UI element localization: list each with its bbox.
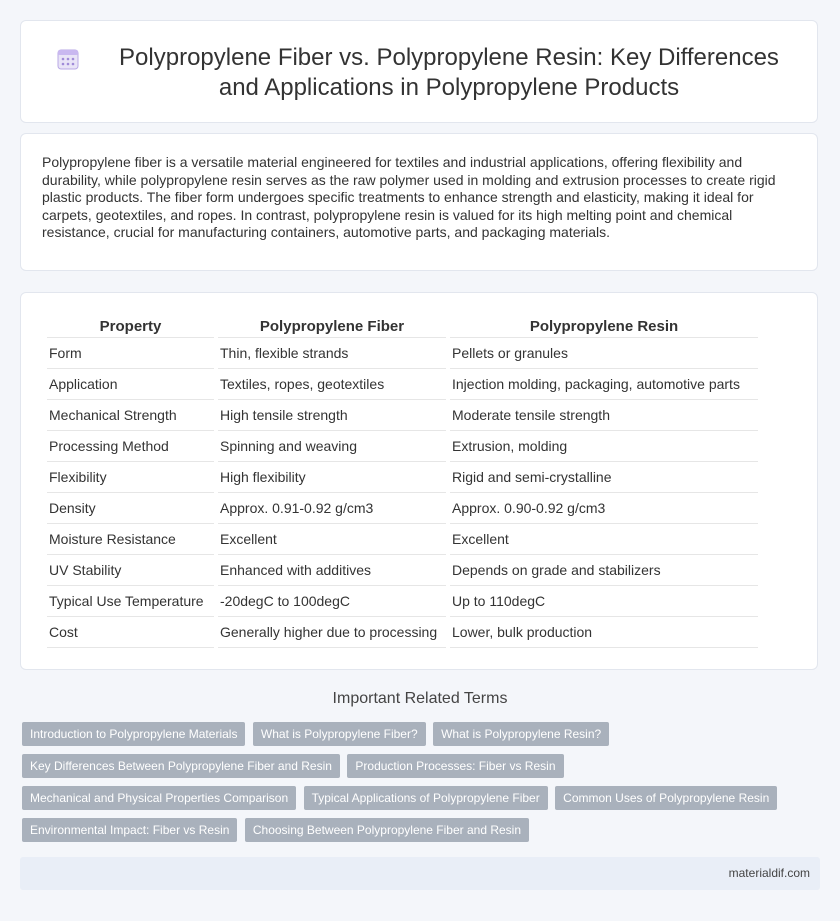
calendar-icon <box>56 47 80 71</box>
related-term-link[interactable]: What is Polypropylene Resin? <box>433 722 609 746</box>
table-row <box>47 462 758 493</box>
column-header-property: Property <box>47 315 214 338</box>
table-cell: Cost <box>47 617 214 648</box>
footer <box>20 857 820 890</box>
intro-paragraph: Polypropylene fiber is a versatile material engineered for textiles and industrial applications, offering flexibility and durability, while polypropylene resin serves as the raw polymer used in molding and extrusion processes to create rigid plastic products. The fiber form undergoes specific treatments to enhance strength and elasticity, making it ideal for carpets, geotextiles, and ropes. In contrast, polypropylene resin is valued for its high melting point and chemical resistance, crucial for manufacturing containers, automotive parts, and packaging materials. <box>42 154 776 241</box>
table-cell: Extrusion, molding <box>450 431 758 462</box>
related-term-link[interactable]: Choosing Between Polypropylene Fiber and Resin <box>245 818 529 842</box>
related-term-link[interactable]: Introduction to Polypropylene Materials <box>22 722 245 746</box>
table-cell: Mechanical Strength <box>47 400 214 431</box>
column-header-resin: Polypropylene Resin <box>450 315 758 338</box>
table-cell: High tensile strength <box>218 400 446 431</box>
page-title: Polypropylene Fiber vs. Polypropylene Resin: Key Differences and Applications in Polypropylene Products <box>119 44 779 101</box>
table-row <box>47 400 758 431</box>
table-cell: High flexibility <box>218 462 446 493</box>
table-cell: Injection molding, packaging, automotive parts <box>450 369 758 400</box>
table-row <box>47 369 758 400</box>
table-row <box>47 493 758 524</box>
related-terms-heading: Important Related Terms <box>332 690 508 707</box>
table-cell: Form <box>47 338 214 369</box>
table-cell: Excellent <box>450 524 758 555</box>
table-cell: Moderate tensile strength <box>450 400 758 431</box>
related-term-link[interactable]: What is Polypropylene Fiber? <box>253 722 426 746</box>
table-cell: Approx. 0.90-0.92 g/cm3 <box>450 493 758 524</box>
table-cell: Approx. 0.91-0.92 g/cm3 <box>218 493 446 524</box>
header-card <box>20 20 818 123</box>
related-term-link[interactable]: Environmental Impact: Fiber vs Resin <box>22 818 237 842</box>
table-cell: Flexibility <box>47 462 214 493</box>
table-row <box>47 617 758 648</box>
footer-site-link[interactable]: materialdif.com <box>728 866 810 880</box>
table-row <box>47 524 758 555</box>
table-cell: UV Stability <box>47 555 214 586</box>
table-cell: Moisture Resistance <box>47 524 214 555</box>
table-cell: Rigid and semi-crystalline <box>450 462 758 493</box>
table-cell: Depends on grade and stabilizers <box>450 555 758 586</box>
table-cell: Spinning and weaving <box>218 431 446 462</box>
table-cell: Excellent <box>218 524 446 555</box>
intro-card <box>20 133 818 271</box>
related-terms-list <box>22 722 802 850</box>
table-cell: Enhanced with additives <box>218 555 446 586</box>
table-row <box>47 555 758 586</box>
comparison-card <box>20 292 818 670</box>
table-row <box>47 431 758 462</box>
related-term-link[interactable]: Common Uses of Polypropylene Resin <box>555 786 777 810</box>
related-term-link[interactable]: Key Differences Between Polypropylene Fiber and Resin <box>22 754 340 778</box>
column-header-fiber: Polypropylene Fiber <box>218 315 446 338</box>
related-term-link[interactable]: Production Processes: Fiber vs Resin <box>347 754 563 778</box>
table-cell: Generally higher due to processing <box>218 617 446 648</box>
table-cell: -20degC to 100degC <box>218 586 446 617</box>
table-cell: Processing Method <box>47 431 214 462</box>
table-row <box>47 338 758 369</box>
table-cell: Up to 110degC <box>450 586 758 617</box>
table-cell: Textiles, ropes, geotextiles <box>218 369 446 400</box>
table-cell: Typical Use Temperature <box>47 586 214 617</box>
table-row <box>47 586 758 617</box>
table-cell: Lower, bulk production <box>450 617 758 648</box>
table-cell: Density <box>47 493 214 524</box>
table-cell: Thin, flexible strands <box>218 338 446 369</box>
comparison-table <box>43 315 762 648</box>
table-cell: Pellets or granules <box>450 338 758 369</box>
related-term-link[interactable]: Mechanical and Physical Properties Comparison <box>22 786 296 810</box>
related-term-link[interactable]: Typical Applications of Polypropylene Fiber <box>304 786 548 810</box>
table-cell: Application <box>47 369 214 400</box>
table-header-row <box>47 315 758 338</box>
